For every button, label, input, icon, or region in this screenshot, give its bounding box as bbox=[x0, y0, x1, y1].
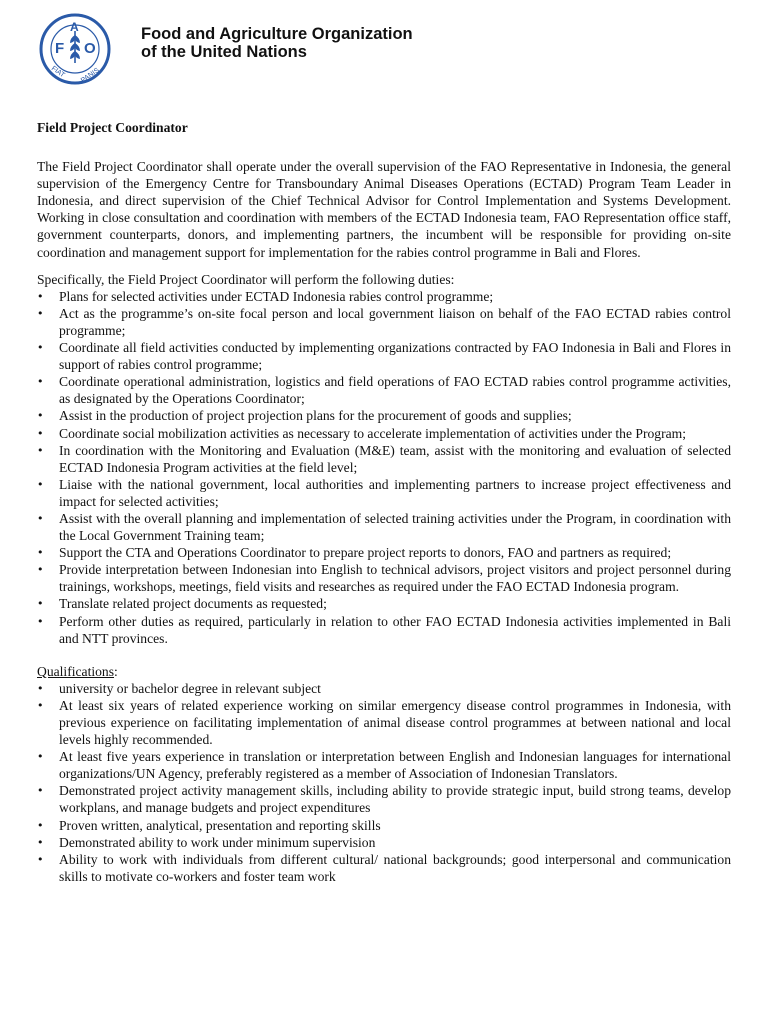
bullet-icon: • bbox=[37, 852, 44, 866]
duty-item bbox=[37, 544, 731, 561]
org-name-line1: Food and Agriculture Organization bbox=[141, 25, 413, 43]
bullet-icon: • bbox=[37, 681, 44, 695]
bullet-icon: • bbox=[37, 289, 44, 303]
duty-item-text: Act as the programme’s on-site focal person and local government liaison on behalf of the FAO ECTAD rabies control programme; bbox=[59, 305, 731, 338]
qualification-item bbox=[37, 680, 731, 697]
duty-item bbox=[37, 373, 731, 407]
fao-motto-fiat: FIAT bbox=[49, 65, 66, 80]
bullet-icon: • bbox=[37, 477, 44, 491]
fao-logo-letter-o: O bbox=[84, 40, 96, 57]
duty-item bbox=[37, 339, 731, 373]
bullet-icon: • bbox=[37, 409, 44, 423]
org-name-line2: of the United Nations bbox=[141, 43, 307, 61]
qualification-item bbox=[37, 834, 731, 851]
bullet-icon: • bbox=[37, 306, 44, 320]
duty-item-text: Plans for selected activities under ECTAD Indonesia rabies control programme; bbox=[59, 288, 494, 304]
qualification-item-text: At least six years of related experience working on similar emergency disease control programmes in Indonesia, with previous experience on facilitating implementation of animal disease control programmes at between national and local levels highly recommended. bbox=[59, 697, 731, 748]
qualification-item-text: At least five years experience in translation or interpretation between English and Indonesian languages for international organizations/UN Agency, preferably registered as a member of Association of Indonesian Translators. bbox=[59, 749, 731, 782]
duty-item-text: Provide interpretation between Indonesian into English to technical advisors, project visitors and project personnel during trainings, workshops, meetings, field visits and researches as required under the FAO ECTAD Indonesia program. bbox=[59, 562, 731, 595]
duties-intro: Specifically, the Field Project Coordinator will perform the following duties: bbox=[37, 271, 455, 287]
duty-item-text: Coordinate social mobilization activities as necessary to accelerate implementation of activities under the Program; bbox=[59, 425, 686, 441]
fao-logo-icon bbox=[37, 13, 113, 85]
qualification-item bbox=[37, 748, 731, 782]
duties-list bbox=[37, 288, 731, 647]
fao-logo-letter-f: F bbox=[55, 40, 65, 57]
fao-motto-panis: PANIS bbox=[79, 67, 101, 85]
bullet-icon: • bbox=[37, 835, 44, 849]
fao-logo-letter-a: A bbox=[70, 20, 79, 34]
overview-paragraph: The Field Project Coordinator shall operate under the overall supervision of the FAO Representative in Indonesia, the general supervision of the Emergency Centre for Transboundary Animal Diseases Operations (ECTAD) Program Team Leader in Indonesia, and direct supervision of the Chief Technical Advisor for Control Implementation and Systems Development. Working in close consultation and coordination with members of the ECTAD Indonesia team, FAO Representation office staff, government counterparts, donors, and implementing partners, the incumbent will be responsible for providing on-site coordination and management support for implementation for the rabies control programme in Bali and Flores. bbox=[37, 159, 731, 260]
qualification-item-text: Ability to work with individuals from different cultural/ national backgrounds; good interpersonal and communication skills to motivate co-workers and foster team work bbox=[59, 851, 731, 884]
duty-item bbox=[37, 510, 731, 544]
qualifications-heading-colon: : bbox=[114, 663, 118, 679]
qualification-item bbox=[37, 697, 731, 748]
duty-item-text: Coordinate operational administration, logistics and field operations of FAO ECTAD rabies control programme activities, as designated by the Operations Coordinator; bbox=[59, 374, 731, 407]
qualification-item-text: Demonstrated project activity management skills, including ability to provide strategic input, build strong teams, develop workplans, and manage budgets and project expenditures bbox=[59, 783, 731, 816]
duty-item bbox=[37, 442, 731, 476]
duty-item-text: Liaise with the national government, local authorities and implementing partners to increase project effectiveness and impact for selected activities; bbox=[59, 476, 731, 509]
duty-item-text: Coordinate all field activities conducted by implementing organizations contracted by FAO Indonesia in Bali and Flores in support of rabies control programme; bbox=[59, 340, 731, 373]
duty-item bbox=[37, 305, 731, 339]
qualification-item-text: Demonstrated ability to work under minimum supervision bbox=[59, 834, 376, 850]
bullet-icon: • bbox=[37, 698, 44, 712]
bullet-icon: • bbox=[37, 750, 44, 764]
bullet-icon: • bbox=[37, 426, 44, 440]
qualifications-heading bbox=[37, 663, 731, 680]
duty-item-text: In coordination with the Monitoring and Evaluation (M&E) team, assist with the monitoring and evaluation of selected ECTAD Indonesia Program activities at the field level; bbox=[59, 442, 731, 475]
duty-item bbox=[37, 425, 731, 442]
document-body bbox=[37, 119, 731, 885]
qualifications-heading-text: Qualifications bbox=[37, 663, 115, 679]
duty-item-text: Perform other duties as required, particularly in relation to other FAO ECTAD Indonesia activities implemented in Bali and NTT provinces. bbox=[59, 613, 731, 646]
qualification-item-text: Proven written, analytical, presentation and reporting skills bbox=[59, 817, 381, 833]
qualification-item-text: university or bachelor degree in relevant subject bbox=[59, 680, 321, 696]
duty-item bbox=[37, 476, 731, 510]
duty-item bbox=[37, 613, 731, 647]
duty-item-text: Assist in the production of project projection plans for the procurement of goods and supplies; bbox=[59, 408, 572, 424]
duty-item bbox=[37, 288, 731, 305]
bullet-icon: • bbox=[37, 614, 44, 628]
bullet-icon: • bbox=[37, 375, 44, 389]
qualification-item bbox=[37, 817, 731, 834]
duty-item-text: Support the CTA and Operations Coordinator to prepare project reports to donors, FAO and partners as required; bbox=[59, 545, 672, 561]
duty-item-text: Translate related project documents as requested; bbox=[59, 596, 327, 612]
letterhead bbox=[37, 13, 737, 85]
bullet-icon: • bbox=[37, 818, 44, 832]
bullet-icon: • bbox=[37, 341, 44, 355]
qualification-item bbox=[37, 851, 731, 885]
bullet-icon: • bbox=[37, 443, 44, 457]
duty-item bbox=[37, 561, 731, 595]
qualifications-list bbox=[37, 680, 731, 885]
duty-item bbox=[37, 407, 731, 424]
bullet-icon: • bbox=[37, 546, 44, 560]
duty-item-text: Assist with the overall planning and implementation of selected training activities under the Program, in coordination with the Local Government Training team; bbox=[59, 510, 731, 544]
bullet-icon: • bbox=[37, 511, 44, 525]
qualification-item bbox=[37, 782, 731, 816]
duty-item bbox=[37, 595, 731, 612]
bullet-icon: • bbox=[37, 784, 44, 798]
bullet-icon: • bbox=[37, 563, 44, 577]
bullet-icon: • bbox=[37, 597, 44, 611]
organization-name bbox=[141, 25, 413, 61]
job-title: Field Project Coordinator bbox=[37, 120, 188, 135]
